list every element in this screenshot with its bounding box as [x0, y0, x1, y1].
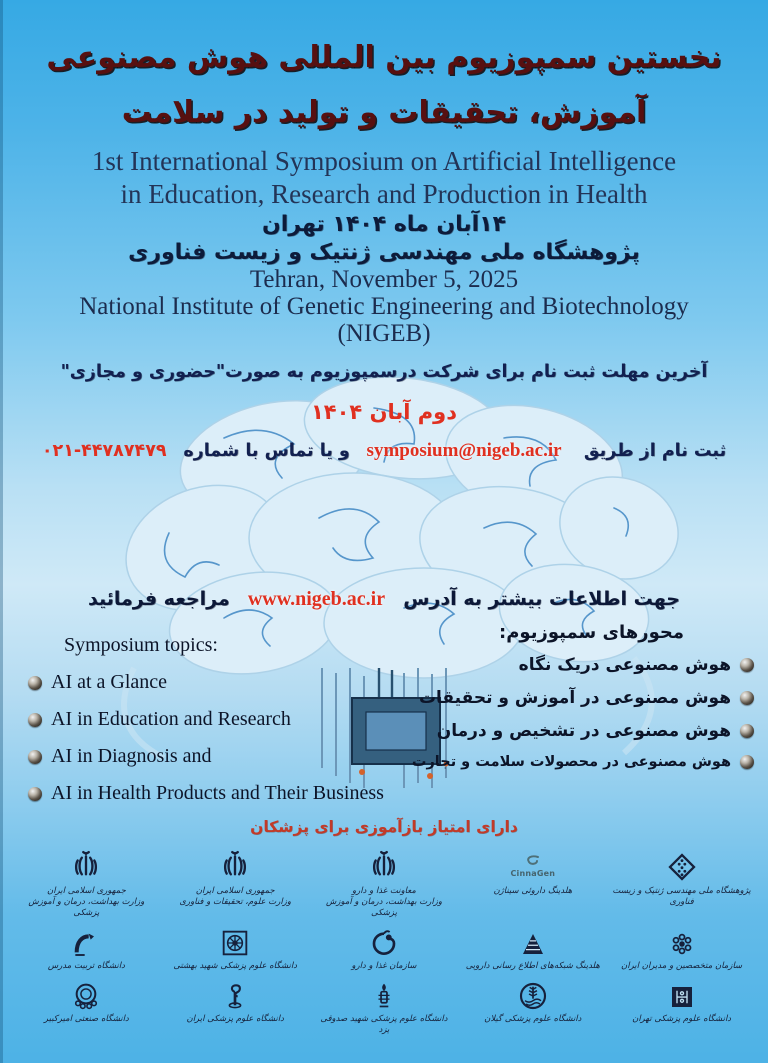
topic-fa-label: هوش مصنوعی دریک نگاه — [518, 655, 731, 675]
info-prefix: جهت اطلاعات بیشتر به آدرس — [403, 588, 680, 610]
registration-middle: و یا تماس با شماره — [183, 441, 350, 461]
tehran-med-logo-icon — [667, 976, 697, 1012]
sponsor-nigeb — [607, 848, 756, 919]
topic-fa-label: هوش مصنوعی در محصولات سلامت و تجارت — [411, 754, 731, 770]
sponsor-caption: وزارت علوم، تحقیقات و فناوری — [179, 897, 291, 908]
sponsor-food-drug-org — [310, 923, 459, 972]
topic-en-label: AI in Education and Research — [51, 708, 291, 730]
iran-emblem-icon — [218, 848, 252, 884]
sponsor-caption: جمهوری اسلامی ایران — [46, 886, 126, 896]
bullet-sphere-icon — [740, 658, 754, 672]
cinnagen-wordmark: CinnaGen — [510, 869, 556, 878]
sponsor-tehran-med-university — [607, 976, 756, 1036]
info-suffix: مراجعه فرمائید — [88, 588, 230, 610]
registration-email-link[interactable]: symposium@nigeb.ac.ir — [366, 440, 562, 461]
topics-english — [28, 634, 428, 819]
title-fa-line2: آموزش، تحقیقات و تولید در سلامت — [121, 95, 647, 130]
iran-emblem-icon — [367, 848, 401, 884]
sponsor-caption: دانشگاه علوم پزشکی شهید بهشتی — [173, 961, 298, 972]
sponsor-amirkabir-university — [12, 976, 161, 1036]
sponsor-iran-med-university — [161, 976, 310, 1036]
nigeb-dna-diamond-icon — [665, 848, 699, 884]
guilan-med-logo-icon — [517, 976, 549, 1012]
cinnagen-logo-icon — [510, 848, 555, 884]
food-drug-org-logo-icon — [368, 923, 400, 959]
venue-en-abbr: (NIGEB) — [337, 320, 431, 347]
sponsor-shahid-beheshti-med — [161, 923, 310, 972]
info-url-link[interactable]: www.nigeb.ac.ir — [247, 588, 386, 610]
sponsor-pharma-info-holding — [458, 923, 607, 972]
topics-fa-heading: محورهای سمپوزیوم: — [499, 622, 684, 643]
title-en-line2: in Education, Research and Production in Health — [120, 179, 648, 209]
bullet-sphere-icon — [28, 676, 42, 690]
pyramid-logo-icon — [518, 923, 548, 959]
event-date-fa: ۱۴آبان ماه ۱۴۰۴ تهران — [261, 212, 507, 237]
sponsor-ministry-science — [161, 848, 310, 919]
sponsor-caption: وزارت بهداشت، درمان و آموزش پزشکی — [28, 897, 145, 919]
registration-phone: ۰۲۱-۴۴۷۸۷۴۷۹ — [41, 441, 167, 461]
venue-en: National Institute of Genetic Engineering and Biotechnology — [79, 293, 689, 320]
topic-en-item — [28, 745, 428, 768]
topic-fa-label: هوش مصنوعی در تشخیص و درمان — [436, 721, 731, 741]
deadline-label — [0, 362, 768, 382]
sponsor-caption: هلدینگ شبکه‌های اطلاع رسانی دارویی — [465, 961, 600, 972]
topics-en-heading: Symposium topics: — [64, 634, 218, 656]
bullet-sphere-icon — [740, 755, 754, 769]
bullet-sphere-icon — [28, 787, 42, 801]
sponsor-caption: پژوهشگاه ملی مهندسی ژنتیک و زیست فناوری — [612, 886, 751, 908]
topic-fa-item — [394, 655, 754, 675]
topic-fa-item — [394, 721, 754, 741]
sponsor-caption: دانشگاه تربیت مدرس — [47, 961, 125, 972]
sponsor-specialists-org — [607, 923, 756, 972]
topic-en-label: AI at a Glance — [51, 671, 168, 693]
sponsor-caption: دانشگاه علوم پزشکی تهران — [632, 1014, 732, 1025]
cme-credit-note: دارای امتیاز بازآموزی برای پزشکان — [250, 818, 518, 836]
topic-fa-label: هوش مصنوعی در آموزش و تحقیقات — [418, 688, 731, 708]
iran-med-logo-icon — [219, 976, 251, 1012]
event-date-en: Tehran, November 5, 2025 — [249, 266, 519, 293]
sponsor-guilan-med-university — [458, 976, 607, 1036]
topic-en-label: AI in Diagnosis and — [51, 745, 212, 767]
info-line — [0, 588, 768, 611]
topics-persian — [394, 622, 754, 783]
topic-fa-item — [394, 688, 754, 708]
sponsor-caption: دانشگاه صنعتی امیرکبیر — [43, 1014, 129, 1025]
bullet-sphere-icon — [740, 724, 754, 738]
flower-rosette-logo-icon — [667, 923, 697, 959]
sponsor-caption: دانشگاه علوم پزشکی ایران — [186, 1014, 284, 1025]
sponsor-caption: سازمان متخصصین و مدیران ایران — [620, 961, 743, 972]
yazd-med-logo-icon — [369, 976, 399, 1012]
sponsor-caption: سازمان غذا و دارو — [351, 961, 417, 972]
bullet-sphere-icon — [28, 750, 42, 764]
sponsor-caption: وزارت بهداشت، درمان و آموزش پزشکی — [325, 897, 442, 919]
sponsor-yazd-med-university — [310, 976, 459, 1036]
bullet-sphere-icon — [28, 713, 42, 727]
sponsor-logo-grid — [12, 848, 756, 1036]
topic-fa-item — [394, 754, 754, 770]
iran-emblem-icon — [69, 848, 103, 884]
shahid-beheshti-logo-icon — [219, 923, 251, 959]
bullet-sphere-icon — [740, 691, 754, 705]
venue-fa: پژوهشگاه ملی مهندسی ژنتیک و زیست فناوری — [128, 240, 640, 265]
tarbiat-modares-logo-icon — [70, 923, 102, 959]
amirkabir-logo-icon — [70, 976, 102, 1012]
sponsor-tarbiat-modares — [12, 923, 161, 972]
sponsor-caption: جمهوری اسلامی ایران — [195, 886, 275, 896]
topic-en-item — [28, 708, 428, 731]
sponsor-food-drug-deputy — [310, 848, 459, 919]
title-en-line1: 1st International Symposium on Artificial Intelligence — [91, 146, 677, 176]
sponsor-caption: هلدینگ داروئی سیناژن — [493, 886, 573, 896]
sponsor-caption: دانشگاه علوم پزشکی شهید صدوقی یزد — [320, 1014, 448, 1036]
topic-en-item — [28, 671, 428, 694]
sponsor-cinnagen — [458, 848, 607, 919]
registration-line — [0, 440, 768, 462]
topic-en-label: AI in Health Products and Their Business — [51, 782, 384, 804]
sponsor-ministry-health — [12, 848, 161, 919]
topic-en-item — [28, 782, 428, 805]
registration-prefix: ثبت نام از طریق — [583, 441, 727, 461]
sponsor-caption: معاونت غذا و دارو — [352, 886, 416, 896]
deadline-date: دوم آبان ۱۴۰۴ — [310, 400, 458, 424]
title-fa-line1: نخستین سمپوزیوم بین المللی هوش مصنوعی — [46, 40, 722, 75]
deadline-label-text: آخرین مهلت ثبت نام برای شرکت درسمپوزیوم به صورت"حضوری و مجازی" — [60, 362, 708, 382]
sponsor-caption: دانشگاه علوم پزشکی گیلان — [484, 1014, 582, 1025]
